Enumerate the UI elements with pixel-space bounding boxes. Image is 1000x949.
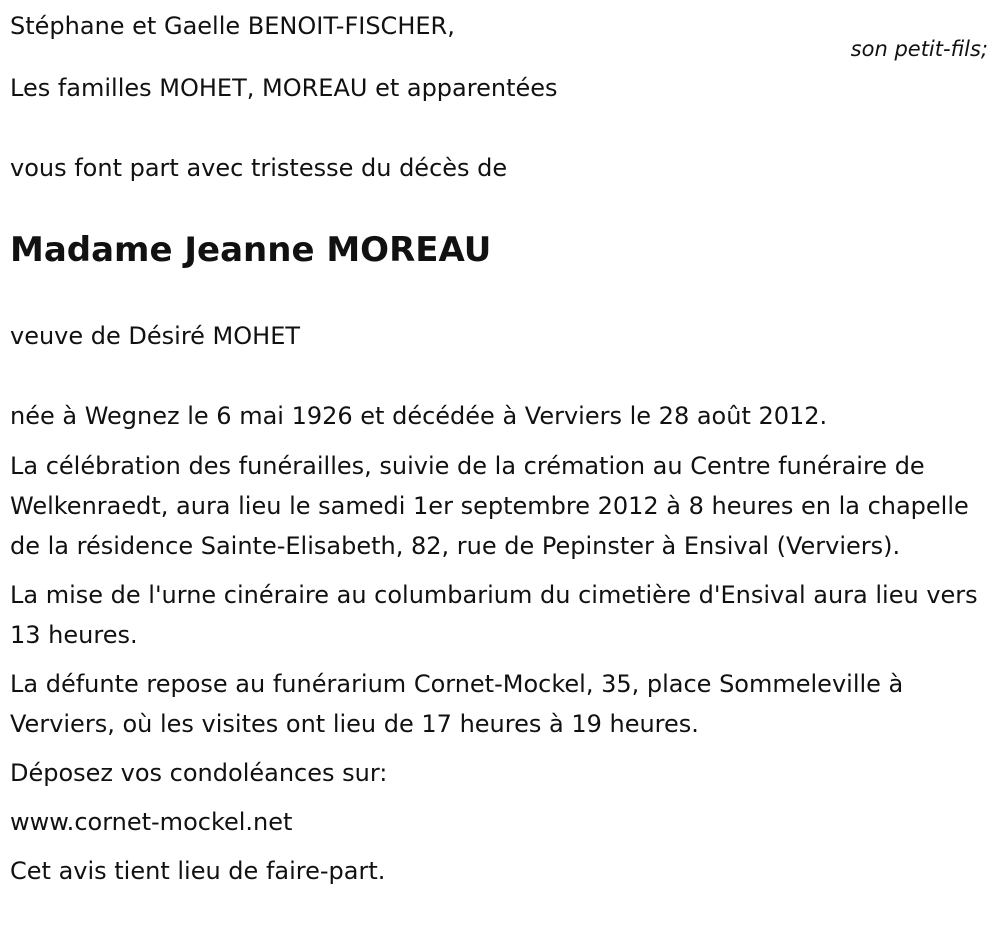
spouse-line: veuve de Désiré MOHET [10,322,301,350]
closing-note: Cet avis tient lieu de faire-part. [10,857,386,885]
ceremony-paragraph: La célébration des funérailles, suivie de la crémation au Centre funéraire de Welkenraedt, aura lieu le samedi 1er septembre 2012 à 8 heures en la chapelle de la résidence Sainte-Elisabeth, 82, rue de Pepinster à Ensival (Verviers). [10,452,969,560]
visitation-paragraph: La défunte repose au funérarium Cornet-Mockel, 35, place Sommeleville à Verviers, où les visites ont lieu de 17 heures à 19 heures. [10,670,904,738]
relation-note: son petit-fils; [850,37,988,61]
condolences-label: Déposez vos condoléances sur: [10,759,388,787]
announcer-line-1: Stéphane et Gaelle BENOIT-FISCHER, [10,12,455,40]
funeral-details [10,446,985,891]
condolences-website: www.cornet-mockel.net [10,808,293,836]
deceased-name: Madame Jeanne MOREAU [10,230,492,270]
birth-death-line: née à Wegnez le 6 mai 1926 et décédée à Verviers le 28 août 2012. [10,402,828,430]
intro-text: vous font part avec tristesse du décès de [10,154,508,182]
urn-paragraph: La mise de l'urne cinéraire au columbarium du cimetière d'Ensival aura lieu vers 13 heures. [10,581,978,649]
announcer-line-2: Les familles MOHET, MOREAU et apparentées [10,74,558,102]
